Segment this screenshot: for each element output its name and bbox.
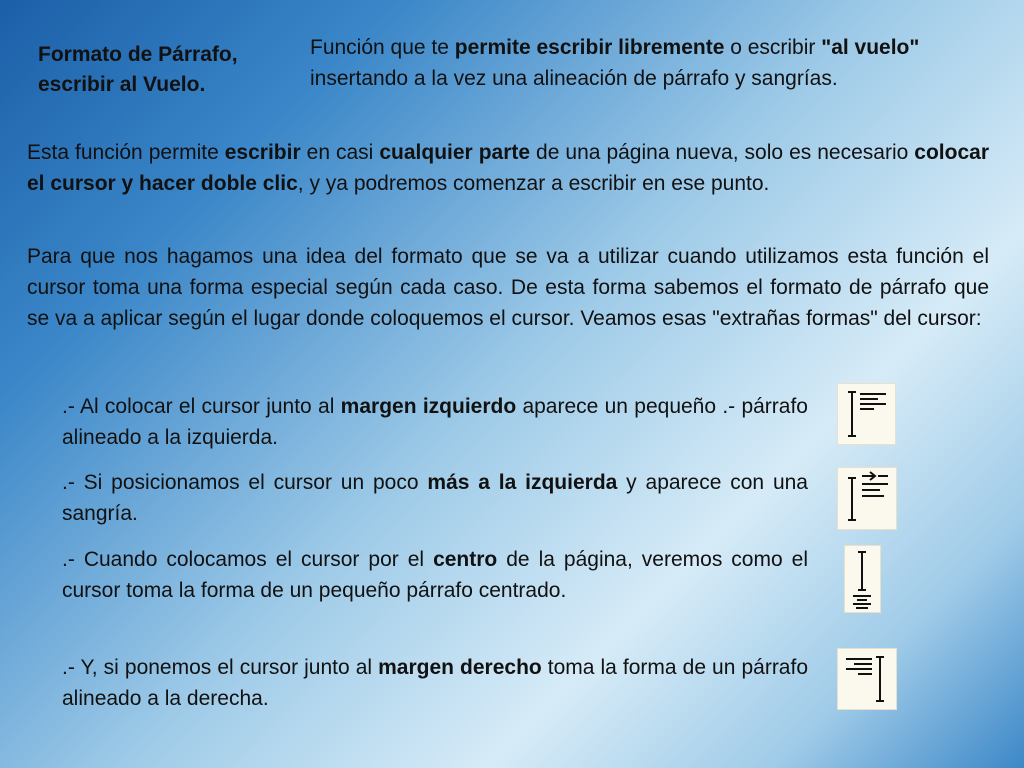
p1-bold-2: cualquier parte (379, 141, 531, 164)
p1-text-2: en casi (300, 141, 380, 164)
cursor-align-center-icon (844, 545, 881, 613)
cursor-align-right-icon (837, 648, 897, 710)
intro-bold-2: "al vuelo" (821, 36, 920, 59)
list-item-left-margin (62, 391, 808, 453)
p1-text-4: , y ya podremos comenzar a escribir en ese punto. (297, 172, 770, 195)
list-item-right-margin (62, 652, 808, 714)
intro-bold-1: permite escribir libremente (454, 36, 725, 59)
item2-text-2: y aparece con una sangría. (62, 471, 808, 525)
intro-text (310, 32, 980, 94)
item4-text-2: toma la forma de un párrafo alineado a la derecha. (62, 656, 808, 710)
item2-text-1: .- Si posicionamos el cursor un poco (62, 471, 428, 494)
item2-bold: más a la izquierda (427, 471, 618, 494)
list-item-center (62, 544, 808, 606)
item1-text-2: aparece un pequeño .- párrafo alineado a la izquierda. (62, 395, 808, 449)
cursor-indent-icon (837, 467, 897, 530)
item3-text-2: de la página, veremos como el cursor toma la forma de un pequeño párrafo centrado. (62, 548, 808, 602)
item4-text-1: .- Y, si ponemos el cursor junto al (62, 656, 379, 679)
paragraph-2: Para que nos hagamos una idea del formato que se va a utilizar cuando utilizamos esta función el cursor toma una forma especial según cada caso. De esta forma sabemos el formato de párrafo que se va a aplicar según el lugar donde coloquemos el cursor. Veamos esas "extrañas formas" del cursor: (27, 245, 989, 330)
intro-text-1: Función que te (310, 36, 455, 59)
paragraph-1 (27, 137, 989, 199)
item3-bold: centro (433, 548, 498, 571)
p1-text-3: de una página nueva, solo es necesario (530, 141, 915, 164)
title-line-2: escribir al Vuelo. (38, 73, 206, 96)
item1-text-1: .- Al colocar el cursor junto al (62, 395, 341, 418)
slide-title (38, 40, 298, 100)
list-item-indent (62, 467, 808, 529)
item3-text-1: .- Cuando colocamos el cursor por el (62, 548, 434, 571)
p1-bold-1: escribir (224, 141, 301, 164)
title-line-1: Formato de Párrafo, (38, 43, 238, 66)
intro-text-2: o escribir (724, 36, 822, 59)
item1-bold: margen izquierdo (340, 395, 517, 418)
p1-bold-3: colocar el cursor y hacer doble clic (27, 141, 989, 195)
intro-text-3: insertando a la vez una alineación de párrafo y sangrías. (310, 67, 838, 90)
cursor-align-left-icon (837, 383, 896, 445)
item4-bold: margen derecho (378, 656, 542, 679)
p1-text-1: Esta función permite (27, 141, 225, 164)
